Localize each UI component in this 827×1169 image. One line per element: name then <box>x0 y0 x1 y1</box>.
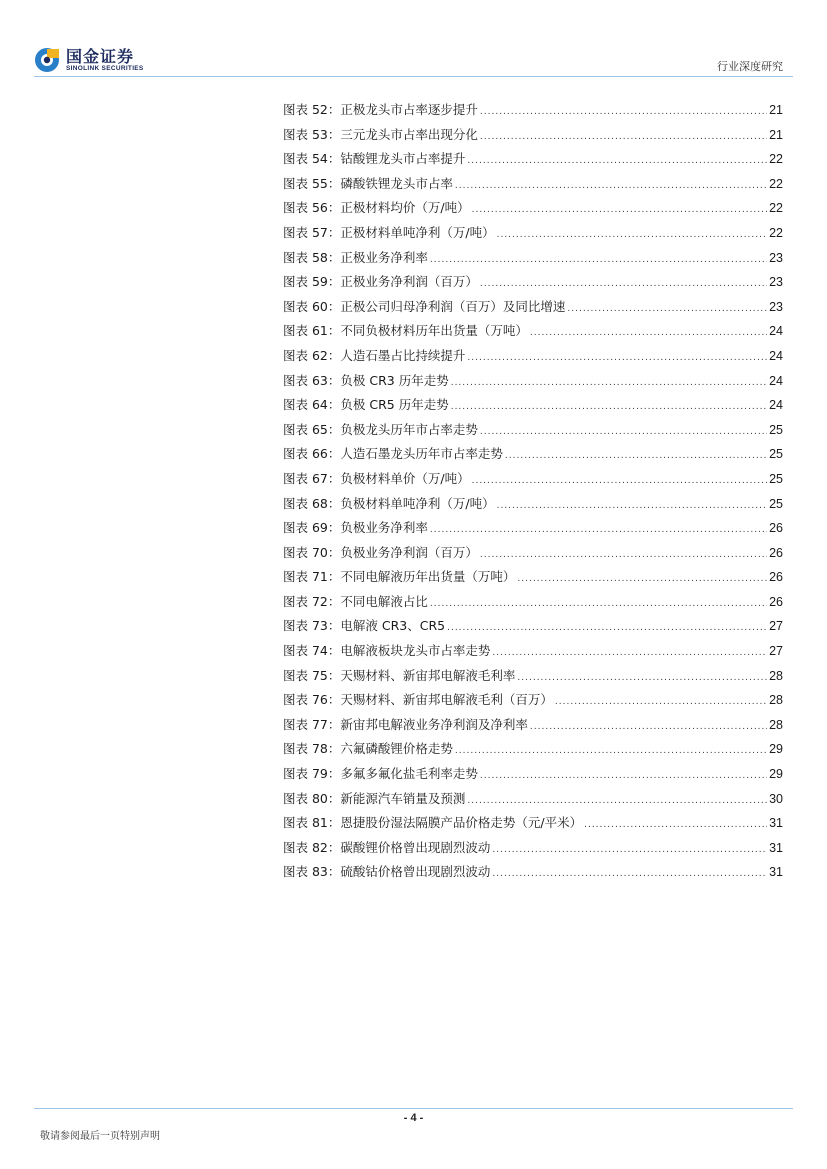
toc-entry-label: 图表 55：磷酸铁锂龙头市占率 <box>283 175 453 191</box>
page-header <box>0 0 827 80</box>
toc-entry-label: 图表 82：碳酸锂价格曾出现剧烈波动 <box>283 839 491 855</box>
toc-entry[interactable] <box>283 860 783 885</box>
toc-entry[interactable] <box>283 123 783 148</box>
toc-entry[interactable] <box>283 590 783 615</box>
toc-dot-leader <box>447 616 767 641</box>
toc-entry-label: 图表 74：电解液板块龙头市占率走势 <box>283 643 491 659</box>
toc-dot-leader <box>480 125 767 150</box>
toc-entry-label: 图表 64：负极 CR5 历年走势 <box>283 397 449 413</box>
toc-entry[interactable] <box>283 172 783 197</box>
toc-entry[interactable] <box>283 664 783 689</box>
toc-entry-page: 24 <box>769 324 783 339</box>
toc-entry-label: 图表 77：新宙邦电解液业务净利润及净利率 <box>283 716 528 732</box>
toc-dot-leader <box>480 272 767 297</box>
toc-entry-page: 22 <box>769 201 783 216</box>
toc-entry-page: 28 <box>769 717 783 732</box>
toc-dot-leader <box>467 346 767 371</box>
toc-entry[interactable] <box>283 221 783 246</box>
toc-entry-label: 图表 56：正极材料均价（万/吨） <box>283 200 470 216</box>
toc-entry-label: 图表 57：正极材料单吨净利（万/吨） <box>283 224 495 240</box>
toc-entry-page: 23 <box>769 250 783 265</box>
toc-entry-label: 图表 80：新能源汽车销量及预测 <box>283 790 466 806</box>
toc-entry-page: 25 <box>769 447 783 462</box>
toc-entry-page: 31 <box>769 816 783 831</box>
toc-entry[interactable] <box>283 369 783 394</box>
toc-entry-page: 27 <box>769 644 783 659</box>
toc-entry[interactable] <box>283 418 783 443</box>
toc-entry[interactable] <box>283 614 783 639</box>
toc-dot-leader <box>567 297 767 322</box>
toc-entry-label: 图表 69：负极业务净利率 <box>283 520 428 536</box>
toc-entry-page: 28 <box>769 693 783 708</box>
toc-entry-page: 25 <box>769 471 783 486</box>
toc-entry-page: 24 <box>769 398 783 413</box>
toc-dot-leader <box>467 789 767 814</box>
toc-entry-page: 23 <box>769 299 783 314</box>
toc-entry[interactable] <box>283 246 783 271</box>
toc-entry-page: 21 <box>769 127 783 142</box>
toc-entry[interactable] <box>283 516 783 541</box>
toc-entry[interactable] <box>283 467 783 492</box>
header-divider <box>34 76 793 77</box>
toc-dot-leader <box>480 420 767 445</box>
toc-entry-label: 图表 71：不同电解液历年出货量（万吨） <box>283 569 516 585</box>
toc-entry[interactable] <box>283 762 783 787</box>
toc-entry[interactable] <box>283 270 783 295</box>
toc-entry-label: 图表 72：不同电解液占比 <box>283 593 428 609</box>
toc-dot-leader <box>451 371 767 396</box>
toc-entry-label: 图表 75：天赐材料、新宙邦电解液毛利率 <box>283 667 516 683</box>
logo-chinese-name: 国金证券 <box>66 46 135 66</box>
toc-entry-page: 25 <box>769 422 783 437</box>
toc-entry-page: 26 <box>769 594 783 609</box>
toc-entry-page: 27 <box>769 619 783 634</box>
toc-dot-leader <box>455 739 767 764</box>
toc-dot-leader <box>430 248 767 273</box>
toc-entry-label: 图表 59：正极业务净利润（百万） <box>283 274 478 290</box>
toc-entry-page: 31 <box>769 840 783 855</box>
disclaimer-text: 敬请参阅最后一页特别声明 <box>40 1131 160 1142</box>
toc-dot-leader <box>497 223 768 248</box>
toc-entry-label: 图表 67：负极材料单价（万/吨） <box>283 470 470 486</box>
toc-entry-label: 图表 73：电解液 CR3、CR5 <box>283 618 446 634</box>
toc-entry-page: 28 <box>769 668 783 683</box>
toc-dot-leader <box>467 149 767 174</box>
toc-entry-label: 图表 52：正极龙头市占率逐步提升 <box>283 102 478 117</box>
toc-dot-leader <box>555 690 767 715</box>
toc-dot-leader <box>472 469 768 494</box>
toc-entry-page: 23 <box>769 275 783 290</box>
toc-entry-label: 图表 79：多氟多氟化盐毛利率走势 <box>283 766 478 782</box>
toc-dot-leader <box>480 100 767 125</box>
toc-entry[interactable] <box>283 541 783 566</box>
company-logo <box>34 45 144 75</box>
toc-entry-label: 图表 68：负极材料单吨净利（万/吨） <box>283 495 495 511</box>
report-type-label: 行业深度研究 <box>717 60 783 73</box>
toc-entry[interactable] <box>283 319 783 344</box>
toc-entry[interactable] <box>283 393 783 418</box>
toc-entry[interactable] <box>283 565 783 590</box>
toc-entry-page: 22 <box>769 176 783 191</box>
toc-entry[interactable] <box>283 836 783 861</box>
toc-entry-page: 31 <box>769 865 783 880</box>
toc-entry-page: 30 <box>769 791 783 806</box>
sinolink-logo-icon <box>34 47 60 73</box>
toc-entry-label: 图表 54：钴酸锂龙头市占率提升 <box>283 151 466 167</box>
toc-dot-leader <box>492 838 767 863</box>
toc-entry[interactable] <box>283 196 783 221</box>
toc-entry[interactable] <box>283 737 783 762</box>
toc-dot-leader <box>472 198 768 223</box>
toc-entry[interactable] <box>283 344 783 369</box>
toc-entry-page: 21 <box>769 103 783 117</box>
toc-entry-label: 图表 66：人造石墨龙头历年市占率走势 <box>283 446 503 462</box>
toc-entry[interactable] <box>283 147 783 172</box>
toc-entry-label: 图表 60：正极公司归母净利润（百万）及同比增速 <box>283 298 566 314</box>
toc-entry-label: 图表 63：负极 CR3 历年走势 <box>283 372 449 388</box>
toc-dot-leader <box>517 567 767 592</box>
toc-dot-leader <box>480 543 767 568</box>
toc-entry-page: 22 <box>769 225 783 240</box>
logo-english-name: SINOLINK SECURITIES <box>66 64 144 72</box>
toc-entry-label: 图表 58：正极业务净利率 <box>283 249 428 265</box>
toc-entry[interactable] <box>283 713 783 738</box>
toc-entry-label: 图表 78：六氟磷酸锂价格走势 <box>283 741 453 757</box>
toc-entry[interactable] <box>283 811 783 836</box>
toc-entry-page: 29 <box>769 767 783 782</box>
toc-entry-page: 26 <box>769 570 783 585</box>
toc-entry[interactable] <box>283 295 783 320</box>
toc-entry-label: 图表 62：人造石墨占比持续提升 <box>283 347 466 363</box>
toc-entry[interactable] <box>283 639 783 664</box>
toc-entry[interactable] <box>283 492 783 517</box>
toc-dot-leader <box>480 764 767 789</box>
toc-entry-label: 图表 70：负极业务净利润（百万） <box>283 544 478 560</box>
toc-dot-leader <box>584 813 767 838</box>
toc-entry-page: 22 <box>769 152 783 167</box>
toc-entry-page: 29 <box>769 742 783 757</box>
toc-entry[interactable] <box>283 442 783 467</box>
toc-entry[interactable] <box>283 787 783 812</box>
toc-entry-page: 24 <box>769 348 783 363</box>
toc-entry-page: 26 <box>769 521 783 536</box>
toc-dot-leader <box>430 518 767 543</box>
toc-dot-leader <box>505 444 767 469</box>
toc-entry-page: 24 <box>769 373 783 388</box>
toc-entry[interactable] <box>283 98 783 123</box>
toc-dot-leader <box>430 592 767 617</box>
footer-divider <box>34 1108 793 1109</box>
toc-dot-leader <box>451 395 767 420</box>
toc-entry-label: 图表 53：三元龙头市占率出现分化 <box>283 126 478 142</box>
toc-dot-leader <box>530 321 767 346</box>
toc-entry-page: 26 <box>769 545 783 560</box>
toc-dot-leader <box>530 715 767 740</box>
toc-dot-leader <box>455 174 767 199</box>
toc-entry-label: 图表 76：天赐材料、新宙邦电解液毛利（百万） <box>283 692 553 708</box>
toc-dot-leader <box>492 641 767 666</box>
toc-entry-label: 图表 61：不同负极材料历年出货量（万吨） <box>283 323 528 339</box>
toc-entry[interactable] <box>283 688 783 713</box>
toc-entry-label: 图表 83：硫酸钴价格曾出现剧烈波动 <box>283 864 491 880</box>
page-number: - 4 - <box>403 1112 424 1124</box>
figure-index-list <box>283 98 783 885</box>
toc-dot-leader <box>492 862 767 887</box>
toc-dot-leader <box>517 666 767 691</box>
toc-entry-page: 25 <box>769 496 783 511</box>
toc-entry-label: 图表 65：负极龙头历年市占率走势 <box>283 421 478 437</box>
toc-entry-label: 图表 81：恩捷股份湿法隔膜产品价格走势（元/平米） <box>283 815 583 831</box>
toc-dot-leader <box>497 494 768 519</box>
